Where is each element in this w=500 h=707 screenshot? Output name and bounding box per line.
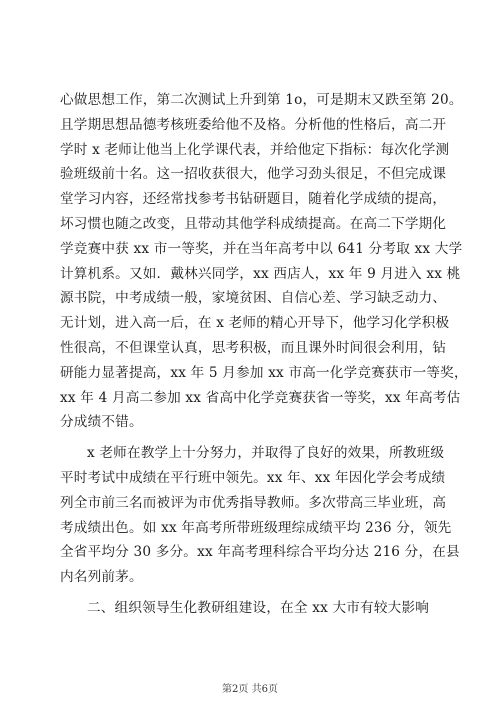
text-line: 堂学习内容，还经常找参考书钻研题目，随着化学成绩的提高， (60, 191, 447, 208)
paragraph (60, 441, 460, 590)
text-line: 源书院，中考成绩一般，家境贫困、自信心差、学习缺乏动力、 (60, 290, 447, 307)
text-line: 学时 x 老师让他当上化学课代表，并给他定下指标：每次化学测 (60, 141, 450, 158)
text-line: 分成绩不错。 (60, 414, 143, 431)
text-line: 内名列前茅。 (60, 569, 143, 586)
text-line: 性很高，不但课堂认真，思考积极，而且课外时间很会利用，钻 (60, 339, 447, 356)
text-line: 平时考试中成绩在平行班中领先。xx 年、xx 年因化学会考成绩 (60, 469, 446, 486)
paragraph (60, 596, 444, 621)
text-line: 验班级前十名。这一招收获很大，他学习劲头很足，不但完成课 (60, 166, 447, 183)
document-body (60, 88, 468, 621)
text-line: x 老师在教学上十分努力，并取得了良好的效果，所教班级 (87, 445, 445, 462)
text-line: 计算机系。又如．戴林兴同学，xx 西店人，xx 年 9 月进入 xx 桃 (60, 265, 461, 282)
text-line: xx 年 4 月高二参加 xx 省高中化学竞赛获省一等奖，xx 年高考估 (60, 389, 461, 406)
text-line: 且学期思想品德考核班委给他不及格。分析他的性格后，高二开 (60, 116, 447, 133)
text-line: 列全市前三名而被评为市优秀指导教师。多次带高三毕业班，高 (60, 494, 447, 511)
text-line: 坏习惯也随之改变，且带动其他学科成绩提高。在高二下学期化 (60, 215, 447, 232)
text-line: 心做思想工作，第二次测试上升到第 1o，可是期末又跌至第 20。 (60, 92, 463, 108)
text-line: 学竞赛中获 xx 市一等奖，并在当年高考中以 641 分考取 xx 大学 (60, 240, 463, 257)
page-footer: 第2页 共6页 (222, 684, 278, 695)
text-line: 二、组织领导生化教研组建设，在全 xx 大市有较大影响 (87, 599, 430, 616)
paragraph (60, 88, 468, 435)
text-line: 无计划，进入高一后，在 x 老师的精心开导下，他学习化学积极 (60, 315, 450, 332)
text-line: 研能力显著提高，xx 年 5 月参加 xx 市高一化学竞赛获市一等奖， (60, 364, 468, 381)
text-line: 考成绩出色。如 xx 年高考所带班级理综成绩平均 236 分，领先 (60, 519, 452, 536)
text-line: 全省平均分 30 多分。xx 年高考理科综合平均分达 216 分，在县 (60, 544, 460, 561)
